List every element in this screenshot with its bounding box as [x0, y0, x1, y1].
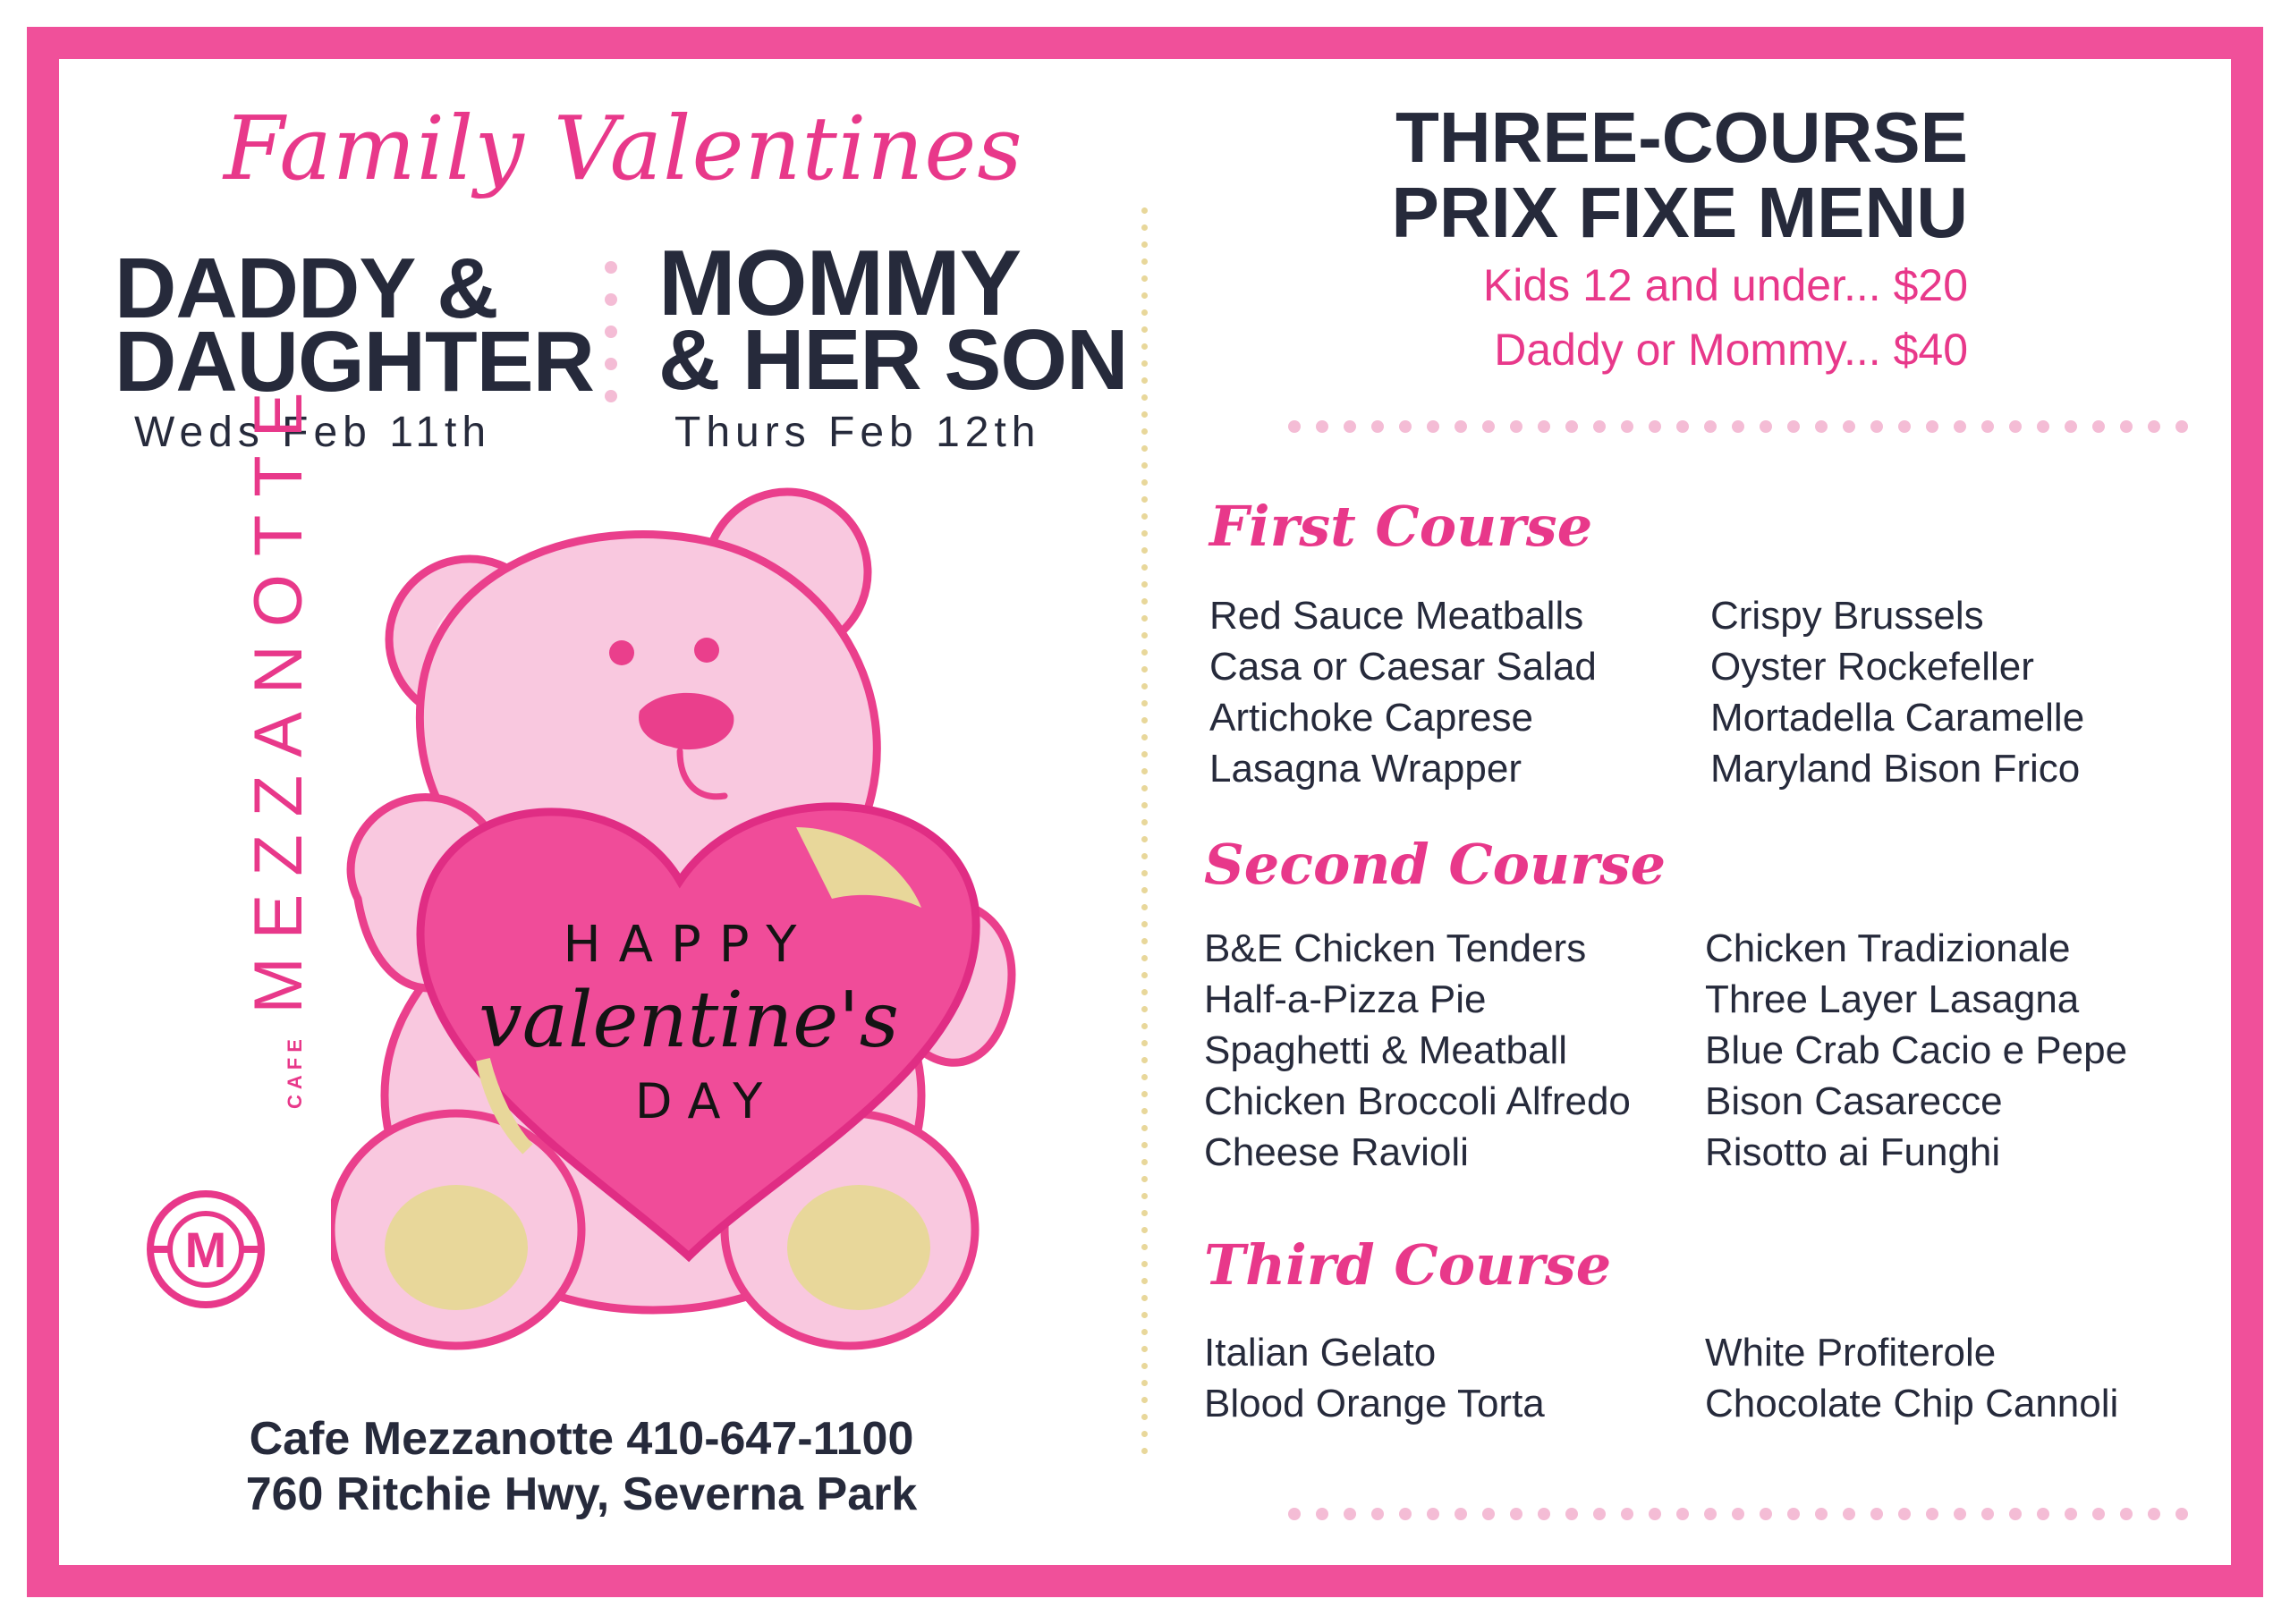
brand-prefix: CAFE: [284, 1034, 306, 1109]
event-divider-dots: [605, 261, 617, 402]
list-item: Maryland Bison Frico: [1710, 747, 2081, 791]
list-item: Blood Orange Torta: [1204, 1382, 1545, 1425]
brand-name: MEZZANOTTE: [241, 374, 317, 1014]
list-item: Spaghetti & Meatball: [1204, 1028, 1568, 1072]
menu-header: [1252, 97, 1968, 376]
list-item: Red Sauce Meatballs: [1209, 594, 1584, 638]
heart-text-valentines: valentine's: [479, 976, 899, 1065]
course-title-first: First Course: [1209, 494, 1593, 559]
price-kids: Kids 12 and under... $20: [1482, 260, 1968, 310]
logo-letter: M: [184, 1222, 227, 1278]
course-third-left: [1204, 1327, 1545, 1429]
teddy-bear-illustration: [331, 487, 1047, 1373]
column-divider-dots: [1141, 207, 1148, 1454]
list-item: Three Layer Lasagna: [1705, 977, 2080, 1021]
list-item: Artichoke Caprese: [1209, 696, 1533, 740]
footer-divider-dots: [1288, 1508, 2188, 1520]
mommy-heading-line1: MOMMY: [658, 232, 1022, 335]
list-item: Mortadella Caramelle: [1710, 696, 2085, 740]
mommy-heading-line2: & HER SON: [658, 312, 1128, 408]
course-title-third: Third Course: [1204, 1232, 1612, 1298]
course-title-second: Second Course: [1204, 832, 1667, 897]
event-title: Family Valentines: [224, 98, 1023, 200]
list-item: Risotto ai Funghi: [1705, 1130, 2001, 1174]
list-item: Chocolate Chip Cannoli: [1705, 1382, 2119, 1425]
list-item: Oyster Rockefeller: [1710, 645, 2034, 689]
list-item: Chicken Tradizionale: [1705, 926, 2071, 970]
cafe-logo-icon: [143, 1187, 268, 1312]
contact-address: 760 Ritchie Hwy, Severna Park: [245, 1468, 918, 1520]
course-first-left: [1209, 590, 1597, 794]
list-item: White Profiterole: [1705, 1331, 1997, 1374]
list-item: B&E Chicken Tenders: [1204, 926, 1587, 970]
contact-block: [134, 1411, 1029, 1522]
course-second-left: [1204, 923, 1631, 1178]
mommy-son-block: [658, 232, 1128, 457]
contact-name-phone: Cafe Mezzanotte 410-647-1100: [249, 1413, 914, 1465]
course-first-right: [1710, 590, 2084, 794]
list-item: Chicken Broccoli Alfredo: [1204, 1079, 1631, 1123]
list-item: Casa or Caesar Salad: [1209, 645, 1597, 689]
brand-vertical: [240, 375, 318, 1109]
list-item: Blue Crab Cacio e Pepe: [1705, 1028, 2128, 1072]
heart-text-happy: HAPPY: [563, 916, 815, 974]
list-item: Lasagna Wrapper: [1209, 747, 1522, 791]
mommy-date: Thurs Feb 12th: [674, 409, 1041, 456]
list-item: Crispy Brussels: [1710, 594, 1984, 638]
daddy-heading-line1: DADDY &: [114, 241, 498, 336]
daddy-date: Weds Feb 11th: [134, 409, 492, 456]
menu-heading-line2: PRIX FIXE MENU: [1391, 173, 1968, 252]
daddy-daughter-block: [114, 241, 594, 457]
list-item: Half-a-Pizza Pie: [1204, 977, 1487, 1021]
list-item: Cheese Ravioli: [1204, 1130, 1469, 1174]
menu-heading-line1: THREE-COURSE: [1395, 97, 1968, 177]
course-second-right: [1705, 923, 2127, 1178]
course-third-right: [1705, 1327, 2118, 1429]
daddy-heading-line2: DAUGHTER: [114, 314, 594, 410]
list-item: Bison Casarecce: [1705, 1079, 2003, 1123]
list-item: Italian Gelato: [1204, 1331, 1437, 1374]
price-adult: Daddy or Mommy... $40: [1494, 325, 1968, 375]
header-divider-dots: [1288, 420, 2188, 433]
heart-text-day: DAY: [634, 1073, 779, 1129]
